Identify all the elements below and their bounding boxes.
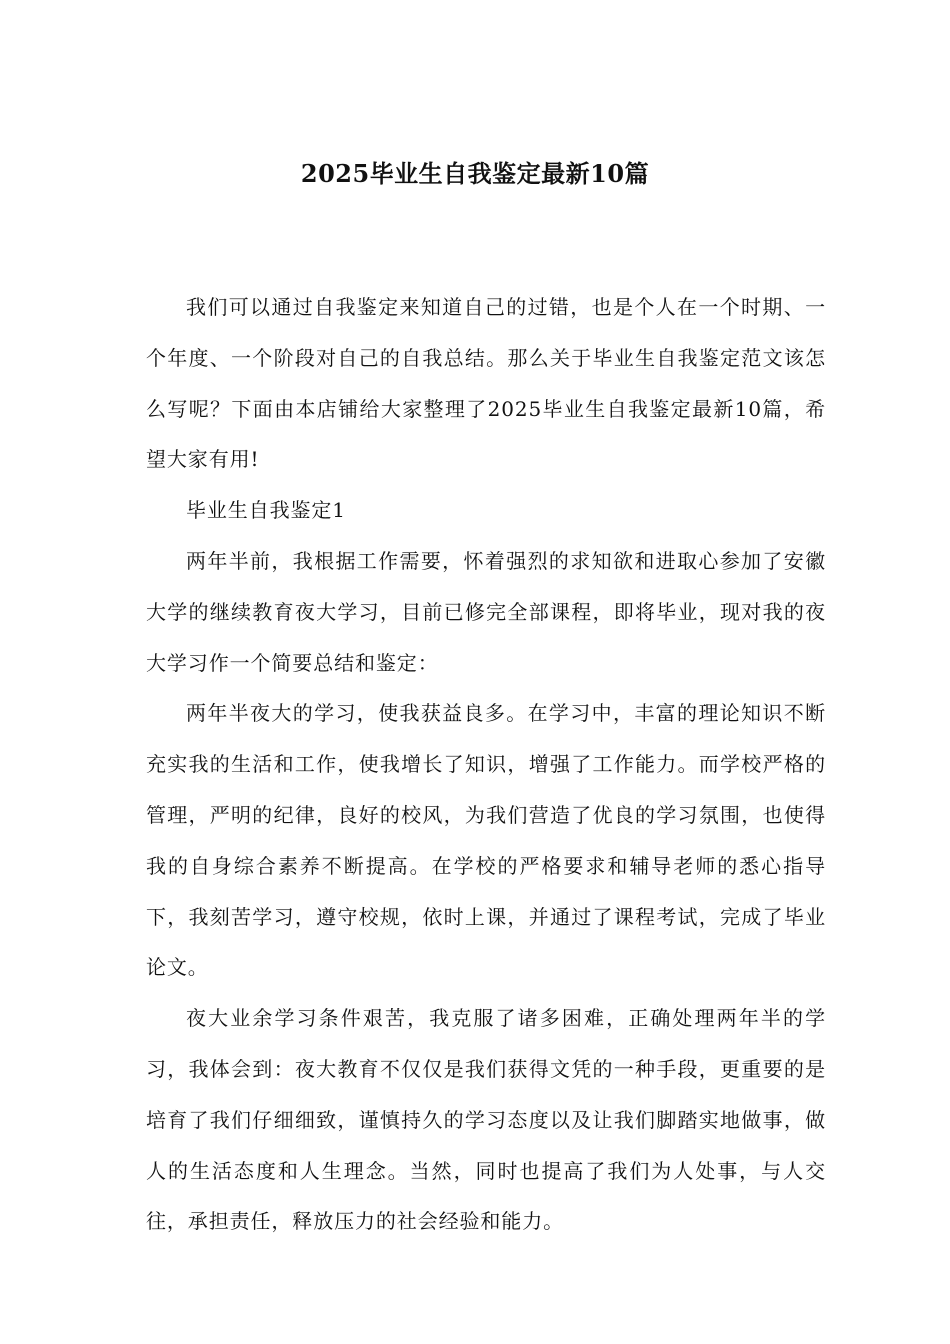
document-title: 2025毕业生自我鉴定最新10篇: [300, 159, 650, 188]
document-body: [146, 282, 826, 1247]
body-paragraph: 夜大业余学习条件艰苦，我克服了诸多困难，正确处理两年半的学习，我体会到：夜大教育不仅仅是我们获得文凭的一种手段，更重要的是培育了我们仔细细致，谨慎持久的学习态度以及让我们脚踏实地做事，做人的生活态度和人生理念。当然，同时也提高了我们为人处事，与人交往，承担责任，释放压力的社会经验和能力。: [146, 1006, 826, 1234]
section-heading: 毕业生自我鉴定1: [186, 498, 346, 523]
intro-paragraph: 我们可以通过自我鉴定来知道自己的过错，也是个人在一个时期、一个年度、一个阶段对自己的自我总结。那么关于毕业生自我鉴定范文该怎么写呢？下面由本店铺给大家整理了2025毕业生自我鉴定最新10篇，希望大家有用!: [146, 295, 826, 472]
body-paragraph: 两年半夜大的学习，使我获益良多。在学习中，丰富的理论知识不断充实我的生活和工作，使我增长了知识，增强了工作能力。而学校严格的管理，严明的纪律，良好的校风，为我们营造了优良的学习氛围，也使得我的自身综合素养不断提高。在学校的严格要求和辅导老师的悉心指导下，我刻苦学习，遵守校规，依时上课，并通过了课程考试，完成了毕业论文。: [146, 701, 826, 980]
body-paragraph: 两年半前，我根据工作需要，怀着强烈的求知欲和进取心参加了安徽大学的继续教育夜大学习，目前已修完全部课程，即将毕业，现对我的夜大学习作一个简要总结和鉴定：: [146, 548, 826, 675]
